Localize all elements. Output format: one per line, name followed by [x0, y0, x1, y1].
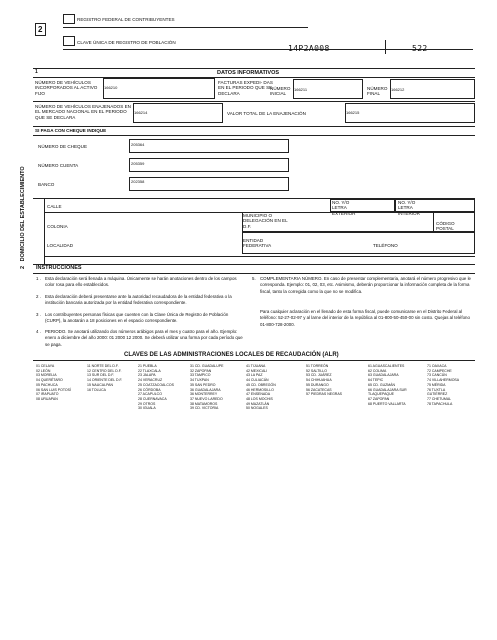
datos-top-rule — [33, 68, 475, 69]
alr-item: 44 CULIACÁN — [246, 378, 269, 383]
datos-title-rule — [33, 77, 475, 78]
cuenta-label: NÚMERO CUENTA — [38, 163, 79, 168]
cheque-title: SI PAGA CON CHEQUE INDIQUE — [35, 128, 107, 133]
instrucciones-title-rule — [33, 273, 475, 274]
handwritten-code: 14P2A008 — [288, 44, 330, 53]
alr-item: 61 AGUASCALIENTES — [368, 364, 405, 368]
alr-item: 12 CENTRO DEL D.F. — [87, 368, 122, 373]
municipio-field[interactable] — [242, 212, 475, 232]
no-exterior-label: NO. Y/O LETRA EXTERIOR — [332, 200, 356, 216]
alr-item: 21 PUEBLA — [138, 364, 157, 368]
alr-item: 02 LEÓN — [36, 368, 51, 373]
alr-column-2 — [87, 364, 122, 392]
alr-item: 49 MAZATLÁN — [246, 401, 270, 406]
alr-item: 42 MEXICALI — [246, 368, 268, 373]
cuenta-field[interactable] — [129, 158, 289, 172]
cheque-top-rule — [33, 135, 475, 136]
facturas-label: FACTURAS EXPEDI- DAS EN EL PERIODO QUE SE DECLARA — [218, 80, 273, 96]
codigo-postal-label: CÓDIGO POSTAL — [436, 221, 455, 232]
datos-mid-rule — [33, 101, 475, 102]
rfc-label: REGISTRO FEDERAL DE CONTRIBUYENTES — [77, 17, 175, 22]
valor-code: 166215 — [346, 110, 360, 115]
instrucciones-top-rule — [33, 264, 475, 265]
rfc-marker-box — [63, 14, 75, 24]
no-interior-label: NO. Y/O LETRA INTERIOR — [398, 200, 420, 216]
alr-item: 26 CÓRDOBA — [138, 387, 161, 392]
alr-item: 65 CD. GUZMÁN — [368, 382, 396, 387]
inst-3-text: Los contribuyentes personas físicas que cuenten con la Clave Única de Registro de Población (CURP), la anotarán a 18 posiciones en el espacio correspondiente. — [45, 312, 229, 324]
alr-column-5 — [246, 364, 276, 411]
numero-inicial-code: 166211 — [294, 87, 308, 92]
alr-item: TLAQUEPAQUE — [368, 392, 394, 397]
alr-item: 63 GUADALAJARA — [368, 373, 399, 378]
alr-item: 43 LA PAZ — [246, 373, 263, 378]
alr-item: 16 TOLUCA — [87, 387, 106, 392]
alr-item: 06 SAN LUIS POTOSÍ — [36, 387, 71, 392]
inst-2-text: Esta declaración deberá presentarse ante la autoridad recaudadora de la entidad federativa o la institución bancaria autorizada por la entidad federativa correspondiente. — [45, 294, 232, 306]
alr-item: 71 OAXACA — [427, 364, 447, 368]
alr-column-8 — [427, 364, 459, 406]
banco-field[interactable] — [129, 177, 289, 191]
datos-section-number: 1 — [35, 69, 38, 75]
inst-5-text: COMPLEMENTARIA NÚMERO. En caso de presentar complementaria, anotará el número progresivo que le corresponda. Ejemplo: 01, 02, 03, etc. Asimismo, deberán proporcionar la información completa de la forma fiscal, tanto la corregida como la que no se modifica. — [260, 276, 472, 294]
municipio-label: MUNICIPIO O DELEGACIÓN EN EL D.F. — [243, 213, 288, 229]
cheque-number-code: 205364 — [131, 142, 145, 147]
alr-item: 51 TORREÓN — [306, 364, 329, 368]
alr-item: 01 CELAYA — [36, 364, 55, 368]
alr-item: 48 LOS MOCHIS — [246, 397, 273, 402]
numero-inicial-field[interactable] — [293, 79, 363, 99]
alr-item: 14 ORIENTE DEL D.F. — [87, 378, 123, 383]
no-exterior-field[interactable] — [330, 199, 395, 212]
numero-final-label: NÚMERO FINAL — [367, 86, 388, 97]
alr-item: 05 PACHUCA — [36, 382, 58, 387]
banco-code: 202358 — [131, 179, 145, 184]
numero-inicial-label: NÚMERO INICIAL — [270, 86, 291, 97]
alr-item: 74 VILLAHERMOSA — [427, 378, 460, 383]
inst-1-text: Esta declaración será llenada a máquina. Únicamente se harán anotaciones dentro de los campos color rosa para ello establecidos. — [45, 276, 237, 288]
banco-label: BANCO — [38, 182, 55, 187]
numero-final-code: 166212 — [391, 87, 405, 92]
alr-item: 34 TUXPAN — [190, 378, 209, 383]
alr-item: 39 CD. VICTORIA — [190, 406, 219, 411]
alr-item: 50 NOGALES — [246, 406, 268, 411]
domicilio-side-number: 2 — [20, 265, 26, 269]
alr-column-6 — [306, 364, 342, 397]
inst-5-contact: Para cualquier aclaración en el llenado de esta forma fiscal, puede comunicarse en el Distrito Federal al teléfono: 52-27-02-97 y al larne del interior de la república al 01-800-50-450-00 sin costo. Quejas al teléfono 01-800-728-2000. — [260, 309, 470, 327]
alr-item: 07 IRAPUATO — [36, 392, 59, 397]
alr-item: 41 TIJUANA — [246, 364, 266, 368]
alr-item: 54 CHIHUAHUA — [306, 378, 332, 383]
inst-4-text: PERIODO. Se anotará utilizando dos números arábigos para el mes y cuatro para el año. Ejemplo: enero a diciembre del año 2000: 01 2000 12 2000. Se deberá utilizar una forma por cada período que se paga. — [45, 329, 243, 347]
alr-item: 27 ACAPULCO — [138, 392, 162, 397]
alr-item: 47 ENSENADA — [246, 392, 271, 397]
alr-item: 57 PIEDRAS NEGRAS — [306, 392, 342, 397]
alr-item: 75 MÉRIDA — [427, 382, 446, 387]
curp-divider — [385, 40, 386, 54]
alr-item: 77 CHETUMAL — [427, 397, 452, 402]
alr-column-1 — [36, 364, 71, 402]
valor-field[interactable] — [345, 103, 475, 123]
alr-item: 08 URUAPAN — [36, 397, 58, 402]
page-number: 2 — [38, 25, 43, 34]
inst-5-num: 5. — [252, 276, 256, 281]
rfc-underline — [63, 27, 308, 28]
alr-item: 62 COLIMA — [368, 368, 387, 373]
entidad-field[interactable] — [242, 232, 475, 254]
alr-item: 36 MONTERREY — [190, 392, 218, 397]
alr-item: 72 CAMPECHE — [427, 368, 452, 373]
alr-item: 53 CD. JUÁREZ — [306, 373, 332, 378]
alr-item: 36 GUADALAJARA — [190, 387, 221, 392]
alr-item: GUTIÉRREZ — [427, 392, 448, 397]
no-interior-field[interactable] — [395, 199, 475, 212]
cheque-number-label: NÚMERO DE CHEQUE — [38, 144, 88, 149]
alr-item: 22 TLAXCALA — [138, 368, 161, 373]
inst-4-num: 4 . — [36, 329, 41, 334]
alr-item: 31 CD. GUADALUPE — [190, 364, 224, 368]
alr-item: 23 JALAPA — [138, 373, 156, 378]
alr-item: 35 SAN PEDRO — [190, 382, 216, 387]
alr-item: 04 QUERÉTARO — [36, 378, 63, 383]
numero-final-field[interactable] — [390, 79, 475, 99]
alr-item: 13 SUR DEL D.F. — [87, 373, 115, 378]
alr-column-4 — [190, 364, 223, 411]
instrucciones-title: INSTRUCCIONES — [36, 265, 82, 271]
calle-label: CALLE — [47, 204, 62, 209]
entidad-label: ENTIDAD FEDERATIVA — [243, 238, 272, 249]
alr-item: 28 CUERNAVACA — [138, 397, 167, 402]
domicilio-side-divider — [44, 199, 45, 264]
vehiculos-field[interactable] — [103, 78, 215, 99]
alr-item: 25 COATZACOALCOS — [138, 382, 174, 387]
cuenta-code: 205359 — [131, 161, 145, 166]
alr-item: 66 GUADALAJARA SUR — [368, 387, 407, 392]
domicilio-side-label: DOMICILIO DEL ESTABLECIMIENTO — [20, 166, 26, 262]
domicilio-side-wrapper — [20, 166, 26, 269]
alr-item: 38 MATAMOROS — [190, 401, 218, 406]
enajenados-field[interactable] — [133, 103, 223, 123]
alr-item: 32 ZAPOPAN — [190, 368, 212, 373]
alr-item: 29 OTROS — [138, 401, 156, 406]
cheque-number-field[interactable] — [129, 139, 289, 153]
inst-3-num: 3 . — [36, 312, 41, 317]
datos-bottom-rule — [33, 126, 475, 127]
enajenados-code: 166214 — [134, 110, 148, 115]
alr-column-7 — [368, 364, 407, 406]
alr-item: 56 ZACATECAS — [306, 387, 332, 392]
datos-title: DATOS INFORMATIVOS — [217, 70, 280, 76]
vehiculos-label: NÚMERO DE VEHÍCULOS INCORPORADOS AL ACTIVO FIJO — [35, 80, 98, 96]
alr-item: 55 DURANGO — [306, 382, 329, 387]
alr-item: 24 VERACRUZ — [138, 378, 163, 383]
telefono-label: TELÉFONO — [373, 243, 398, 248]
alr-item: 33 TAMPICO — [190, 373, 211, 378]
alr-item: 73 CANCÚN — [427, 373, 447, 378]
alr-item: 76 TUXTLA — [427, 387, 446, 392]
alr-item: 03 MORELIA — [36, 373, 57, 378]
alr-item: 67 ZAPOPAN — [368, 397, 390, 402]
alr-item: 46 HERMOSILLO — [246, 387, 274, 392]
curp-label: CLAVE ÚNICA DE REGISTRO DE POBLACIÓN — [77, 40, 176, 45]
alr-item: 37 NUEVO LAREDO — [190, 397, 223, 402]
curp-marker-box — [63, 36, 75, 46]
alr-item: 64 TEPIC — [368, 378, 384, 383]
alr-column-3 — [138, 364, 174, 411]
colonia-label: COLONIA — [47, 224, 68, 229]
alr-item: 78 TAPACHULA — [427, 401, 453, 406]
valor-label: VALOR TOTAL DE LA ENAJENACIÓN — [227, 111, 306, 116]
inst-1-num: 1 . — [36, 276, 41, 281]
alr-title: CLAVES DE LAS ADMINISTRACIONES LOCALES DE RECAUDACIÓN (ALR) — [124, 352, 339, 358]
page-number-box — [35, 23, 46, 36]
alr-item: 52 SALTILLO — [306, 368, 327, 373]
alr-title-rule — [33, 360, 475, 361]
enajenados-label: NÚMERO DE VEHÍCULOS ENAJENADOS EN EL MERCADO NACIONAL EN EL PERIODO QUE SE DECLARA — [35, 104, 131, 120]
inst-2-num: 2 . — [36, 294, 41, 299]
cp-divider — [433, 212, 434, 232]
alr-item: 15 NAUCALPAN — [87, 382, 114, 387]
vehiculos-code: 166210 — [104, 85, 118, 90]
alr-item: 68 PUERTO VALLARTA — [368, 401, 406, 406]
localidad-label: LOCALIDAD — [47, 243, 74, 248]
alr-item: 11 NORTE DEL D.F. — [87, 364, 119, 368]
alr-item: 45 CD. OBREGÓN — [246, 382, 276, 387]
alr-item: 30 IGUALA — [138, 406, 156, 411]
handwritten-number: 522 — [412, 44, 428, 53]
localidad-rule — [44, 256, 475, 257]
